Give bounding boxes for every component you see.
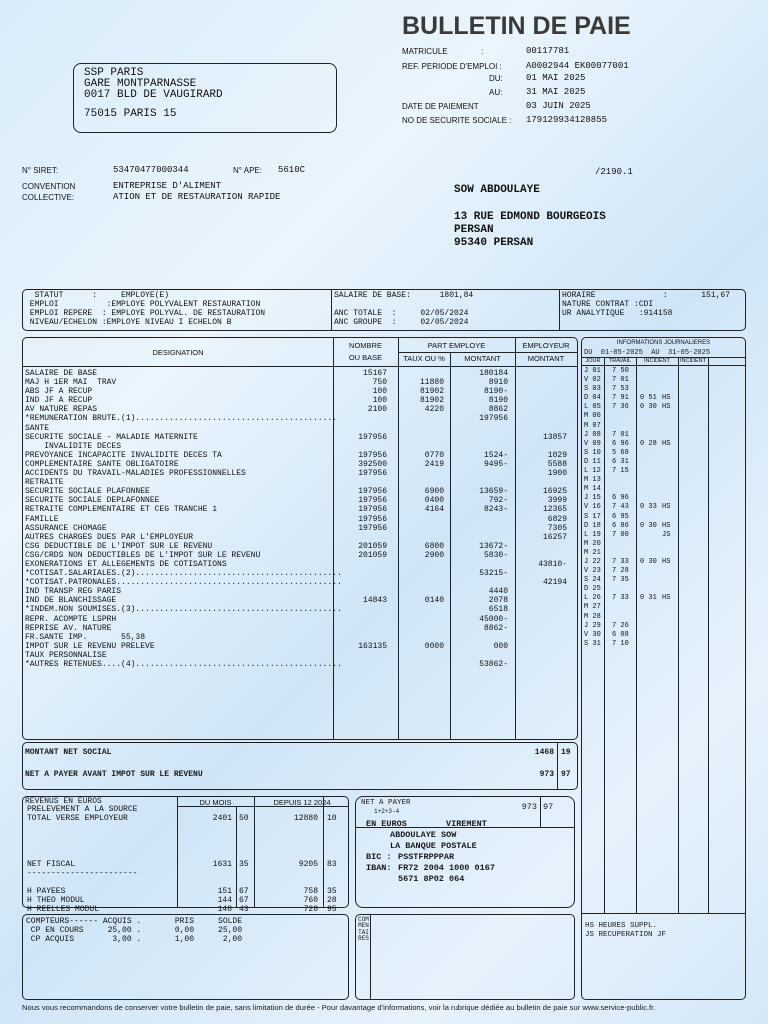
col-taux-header: TAUX OU % xyxy=(403,354,445,363)
daily-info-title: INFORMATIONS JOURNALIERES xyxy=(616,340,711,346)
secu-label: NO DE SECURITE SOCIALE : xyxy=(402,116,512,125)
siret-label: N° SIRET: xyxy=(22,166,59,175)
col-employeur-header: EMPLOYEUR xyxy=(522,341,570,350)
convention-line2: ATION ET DE RESTAURATION RAPIDE xyxy=(113,192,281,202)
net-avant-euros: 973 xyxy=(539,770,554,779)
revenus-mois-euros: 2401 1631 151 144 148 xyxy=(212,814,232,915)
periode-label: REF. PERIODE D'EMPLOI : xyxy=(402,62,502,71)
iban-value-1: FR72 2004 1000 0167 xyxy=(398,863,495,873)
revenus-depuis-cents: 10 83 35 28 95 xyxy=(327,814,337,915)
footer-note: Nous vous recommandons de conserver votre bulletin de paie, sans limitation de durée - Pour davantage d'informations, voir la rubrique dédiée au bulletin de paie sur www.service-public.fr. xyxy=(22,1003,656,1012)
employer-line1: SSP PARIS xyxy=(84,67,144,79)
net-social-euros: 1468 xyxy=(534,748,554,757)
employer-address-box xyxy=(73,63,337,133)
col-montant-header: MONTANT xyxy=(464,354,501,363)
matricule-value: 00117781 xyxy=(526,46,570,56)
net-a-payer-cents: 97 xyxy=(543,802,554,812)
du-value: 01 MAI 2025 xyxy=(526,73,586,83)
compteurs-box xyxy=(22,914,349,1000)
payee-name: ABDOULAYE SOW xyxy=(390,830,457,840)
incident-code-column: HS HS HS HS HS JS HS HS xyxy=(662,394,671,603)
status-box xyxy=(22,289,746,331)
commentaires-label: COMMENTAIRES xyxy=(358,916,369,943)
net-a-payer-euros: 973 xyxy=(521,802,537,812)
net-a-payer-label: NET A PAYER xyxy=(361,799,411,807)
employer-line2: GARE MONTPARNASSE xyxy=(84,78,197,90)
secu-value: 179129934128855 xyxy=(526,115,608,125)
bic-label: BIC : xyxy=(366,852,392,862)
net-social-cents: 19 xyxy=(561,748,571,757)
au-label: AU: xyxy=(489,88,503,97)
revenus-labels: PRELEVEMENT A LA SOURCE TOTAL VERSE EMPLOYEUR NET FISCAL ----------------------- H PAYEES H THEO MODUL H REELLES MODUL xyxy=(27,805,138,915)
ape-value: 5610C xyxy=(278,165,306,175)
du-label: DU: xyxy=(489,74,503,83)
employee-addr3: 95340 PERSAN xyxy=(454,237,534,249)
au-value: 31 MAI 2025 xyxy=(526,87,586,97)
iban-value-2: 5671 8P02 064 xyxy=(398,874,465,884)
depuis-header: DEPUIS 12 2024 xyxy=(273,798,331,807)
virement-label: VIREMENT xyxy=(446,819,487,829)
revenus-depuis-euros: 12880 9205 758 760 728 xyxy=(293,814,318,915)
revenus-box xyxy=(22,796,349,915)
incident-header: INCIDENT xyxy=(644,358,670,364)
montant-column: 180184 8910 8190- 8190 8862 197956 1524- 9495- 13659- 792- 8243- 13672- 5830- 53215- 4440 2078 6518 45000- 8862- 000 53862- xyxy=(479,369,508,669)
payment-box xyxy=(355,796,575,908)
daily-info-box xyxy=(581,337,746,1000)
page-title: BULLETIN DE PAIE xyxy=(402,12,631,40)
status-right: HORAIRE : 151,67 NATURE CONTRAT :CDI UR ANALYTIQUE :914158 xyxy=(562,291,731,319)
collective-label: COLLECTIVE: xyxy=(22,193,75,202)
travail-header: TRAVAIL xyxy=(608,358,632,364)
col-part-header: PART EMPLOYE xyxy=(427,341,486,350)
commentaires-box xyxy=(355,914,575,1000)
payslip-table xyxy=(22,337,578,740)
daily-info-period: DU 01-05-2025 AU 31-05-2025 xyxy=(584,349,711,357)
status-left: STATUT : EMPLOYE(E) EMPLOI :EMPLOYE POLYVALENT RESTAURATION EMPLOI REPERE : EMPLOYE POLYVAL. DE RESTAURATION NIVEAU/ECHELON :EMPLOYE NIVEAU I ECHELON B xyxy=(29,291,266,328)
du-mois-header: DU MOIS xyxy=(199,798,232,807)
net-avant-cents: 97 xyxy=(561,770,571,779)
col-designation-header: DESIGNATION xyxy=(152,348,204,357)
bic-value: PSSTFRPPPAR xyxy=(398,852,455,862)
nombre-column: 15167 750 100 100 2100 197956 197956 392500 197956 197956 197956 197956 197956 197956 201059 201059 14843 163135 xyxy=(358,369,387,651)
day-column: J 01 V 02 S 03 D 04 L 05 M 06 M 07 J 08 V 09 S 10 D 11 L 12 M 13 M 14 J 15 V 16 S 17 D 18 L 19 M 20 M 21 J 22 V 23 S 24 D 25 L 26 M 27 M 28 J 29 V 30 S 31 xyxy=(584,367,601,648)
compteurs-table: COMPTEURS------ ACQUIS . PRIS SOLDE CP EN COURS 25,00 . 0,00 25,00 CP ACQUIS 3,00 . 1,00 2,00 xyxy=(26,917,243,945)
col-employeur-montant-header: MONTANT xyxy=(527,354,565,363)
taux-column: 11880 81902 81902 4220 0770 2419 6900 0400 4164 6800 2900 0140 0000 xyxy=(419,378,444,651)
col-base-header: OU BASE xyxy=(348,353,383,362)
legend-js: JS RECUPERATION JF xyxy=(585,931,667,939)
colon: : xyxy=(481,47,484,56)
employee-ref: /2190.1 xyxy=(595,167,633,177)
legend-hs: HS HEURES SUPPL. xyxy=(585,922,658,930)
employee-name: SOW ABDOULAYE xyxy=(454,184,540,196)
convention-label: CONVENTION xyxy=(22,182,76,191)
revenus-mois-cents: 50 35 67 67 43 xyxy=(239,814,249,915)
siret-value: 53470477000344 xyxy=(113,165,189,175)
work-column: 7 50 7 01 7 53 7 91 7 36 7 01 6 96 5 68 6 31 7 15 6 96 7 43 6 95 6 86 7 00 7 33 7 28 7 35 7 33 7 26 6 08 7 10 xyxy=(612,367,629,648)
employer-line4: 75015 PARIS 15 xyxy=(84,108,177,120)
matricule-label: MATRICULE xyxy=(402,47,448,56)
net-summary-box xyxy=(22,742,578,790)
iban-label: IBAN: xyxy=(366,863,392,873)
bank-name: LA BANQUE POSTALE xyxy=(390,841,477,851)
paiement-label: DATE DE PAIEMENT xyxy=(402,102,479,111)
employee-addr1: 13 RUE EDMOND BOURGEOIS xyxy=(454,211,606,223)
convention-line1: ENTREPRISE D'ALIMENT xyxy=(113,181,222,191)
incident-hours-column: 0 51 0 30 0 28 0 33 0 30 0 30 0 31 xyxy=(640,394,657,603)
net-avant-label: NET A PAYER AVANT IMPOT SUR LE REVENU xyxy=(25,770,203,779)
net-formula: 1+2+3-4 xyxy=(374,808,400,815)
employee-addr2: PERSAN xyxy=(454,224,494,236)
periode-value: A0002944 EK00077001 xyxy=(526,61,629,71)
status-mid: SALAIRE DE BASE: 1801,84 ANC TOTALE : 02/05/2024 ANC GROUPE : 02/05/2024 xyxy=(334,291,474,328)
en-euros-label: EN EUROS xyxy=(366,819,407,829)
col-nombre-header: NOMBRE xyxy=(349,341,382,350)
employeur-column: 13857 1029 5588 1900 16925 3999 12365 6829 7305 16257 43810- 42194 xyxy=(538,432,567,588)
jour-header: JOUR xyxy=(585,358,601,364)
employer-line3: 0017 BLD DE VAUGIRARD xyxy=(84,89,223,101)
net-social-label: MONTANT NET SOCIAL xyxy=(25,748,112,757)
designation-column: SALAIRE DE BASE MAJ H 1ER MAI TRAV ABS JF A RECUP IND JF A RECUP AV NATURE REPAS *REMUNERATION BRUTE.(1).......................................... SANTE SECURITE SOCIALE - MALADIE MATERNITE INVALIDITE DECES PREVOYANCE INCAPACITE INVALIDITE DECES TA COMPLEMENTAIRE SANTE OBLIGATOIRE ACCIDENTS DU TRAVAIL-MALADIES PROFESSIONNELLES RETRAITE SECURITE SOCIALE PLAFONNEE SECURITE SOCIALE DEPLAFONNEE RETRAITE COMPLEMENTAIRE ET CEG TRANCHE 1 FAMILLE ASSURANCE CHOMAGE AUTRES CHARGES DUES PAR L'EMPLOYEUR CSG DEDUCTIBLE DE L'IMPOT SUR LE REVENU CSG/CRDS NON DEDUCTIBLES DE L'IMPOT SUR LE REVENU EXONERATIONS ET ALLEGEMENTS DE COTISATIONS *COTISAT.SALARIALES.(2)........................................... *COTISAT.PATRONALES............................................... IND TRANSP REG PARIS IND DE BLANCHISSAGE *INDEM.NON SOUMISES.(3)........................................... REPR. ACOMPTE LSPRH REPRISE AV. NATURE FR.SANTE IMP. 55,38 IMPOT SUR LE REVENU PRELEVE TAUX PERSONNALISE *AUTRES RETENUES....(4)........................................... xyxy=(25,369,342,669)
ape-label: N° APE: xyxy=(233,166,262,175)
incident2-header: INCIDENT xyxy=(680,358,706,364)
paiement-value: 03 JUIN 2025 xyxy=(526,101,591,111)
revenus-title: REVENUS EN EUROS xyxy=(25,797,102,806)
